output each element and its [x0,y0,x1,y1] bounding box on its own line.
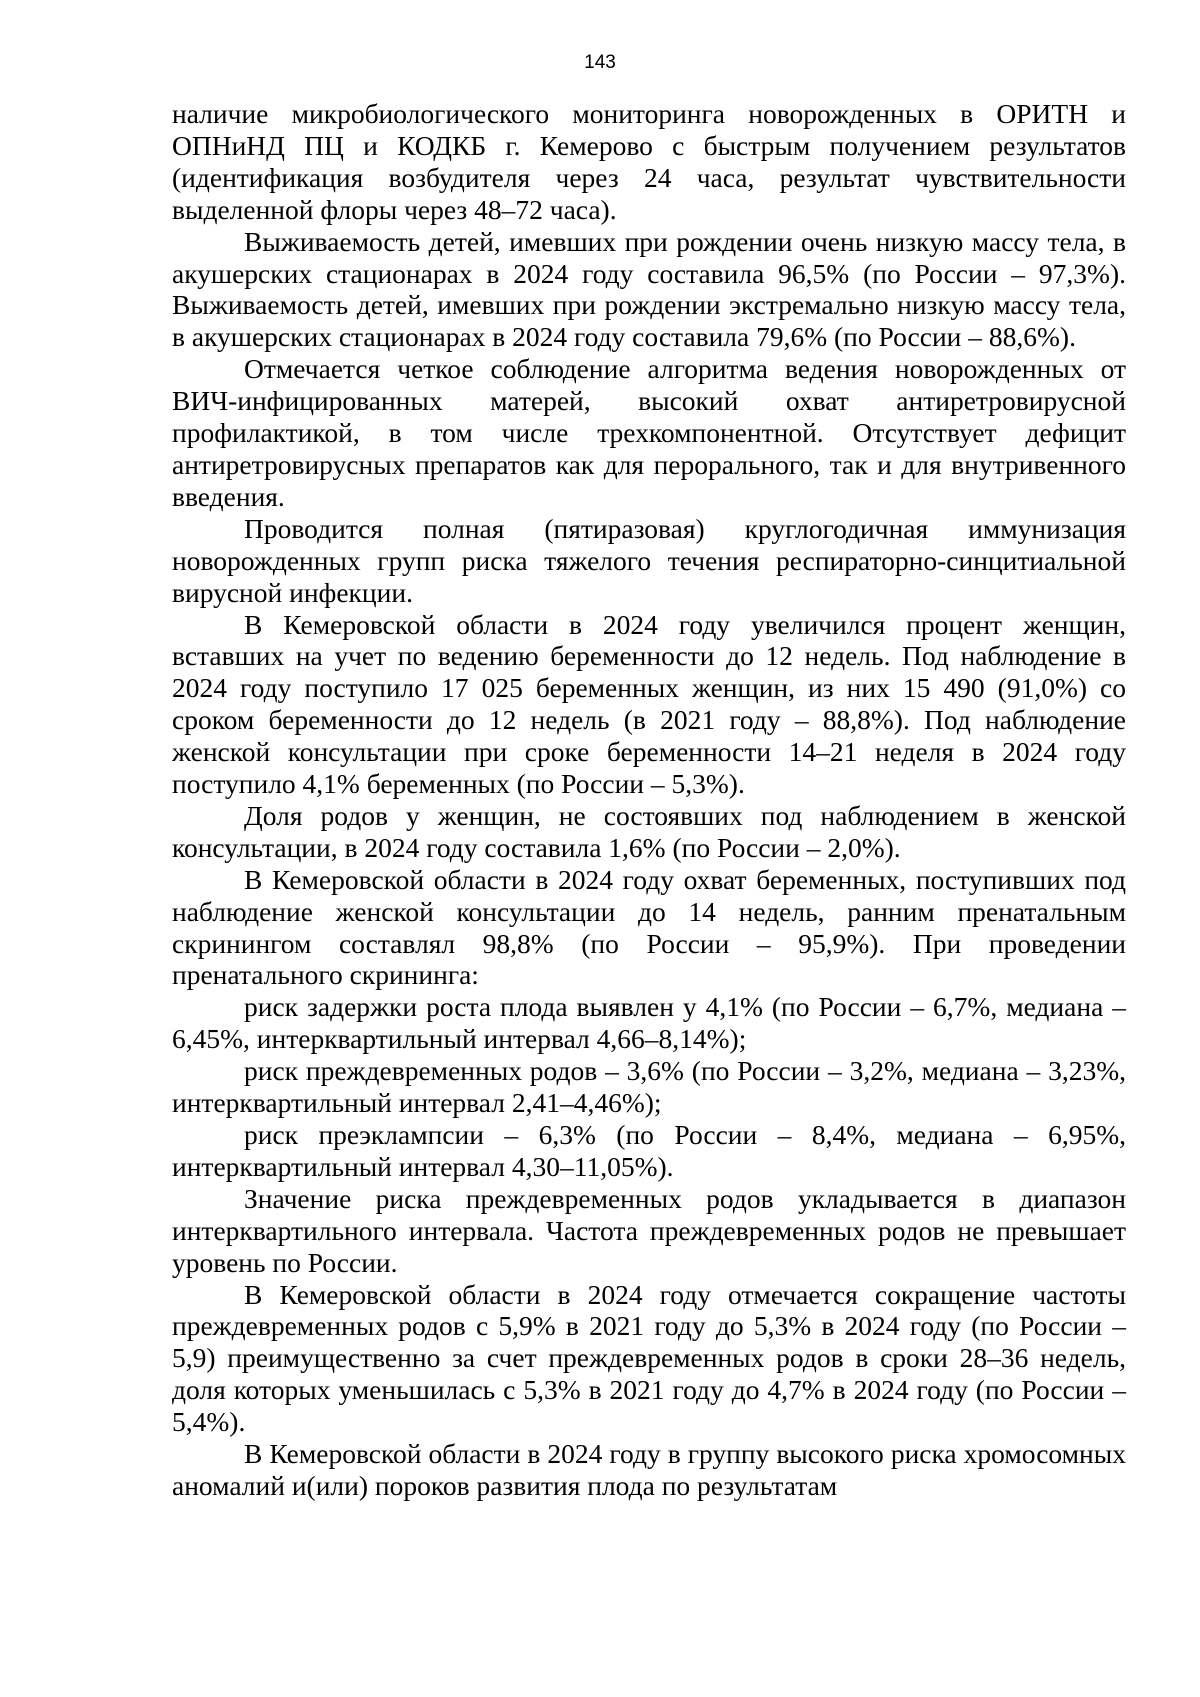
paragraph: В Кемеровской области в 2024 году в группу высокого риска хромосомных аномалий и(или) пороков развития плода по результатам [172,1438,1126,1501]
paragraph: В Кемеровской области в 2024 году отмечается сокращение частоты преждевременных родов с 5,9% в 2021 году до 5,3% в 2024 году (по России – 5,9) преимущественно за счет преждевременных родов в сроки 28–36 недель, доля которых уменьшилась с 5,3% в 2021 году до 4,7% в 2024 году (по России – 5,4%). [172,1278,1126,1438]
paragraph: наличие микробиологического мониторинга новорожденных в ОРИТН и ОПНиНД ПЦ и КОДКБ г. Кемерово с быстрым получением результатов (идентификация возбудителя через 24 часа, результат чувствительности выделенной флоры через 48–72 часа). [172,98,1126,225]
paragraph: В Кемеровской области в 2024 году охват беременных, поступивших под наблюдение женской консультации до 14 недель, ранним пренатальным скринингом составлял 98,8% (по России – 95,9%). При проведении пренатального скрининга: [172,863,1126,991]
list-item: риск преэклампсии – 6,3% (по России – 8,4%, медиана – 6,95%, интерквартильный интервал 4,30–11,05%). [172,1119,1126,1182]
paragraph: В Кемеровской области в 2024 году увеличился процент женщин, вставших на учет по ведению беременности до 12 недель. Под наблюдение в 2024 году поступило 17 025 беременных женщин, из них 15 490 (91,0%) со сроком беременности до 12 недель (в 2021 году – 88,8%). Под наблюдение женской консультации при сроке беременности 14–21 неделя в 2024 году поступило 4,1% беременных (по России – 5,3%). [172,608,1126,800]
list-item: риск преждевременных родов – 3,6% (по России – 3,2%, медиана – 3,23%, интерквартильный интервал 2,41–4,46%); [172,1055,1126,1119]
paragraph: Доля родов у женщин, не состоявших под наблюдением в женской консультации, в 2024 году составила 1,6% (по России – 2,0%). [172,799,1126,863]
list-item: риск задержки роста плода выявлен у 4,1% (по России – 6,7%, медиана – 6,45%, интерквартильный интервал 4,66–8,14%); [172,991,1126,1055]
paragraph: Отмечается четкое соблюдение алгоритма ведения новорожденных от ВИЧ-инфицированных матерей, высокий охват антиретровирусной профилактикой, в том числе трехкомпонентной. Отсутствует дефицит антиретровирусных препаратов как для перорального, так и для внутривенного введения. [172,353,1126,512]
paragraph: Значение риска преждевременных родов укладывается в диапазон интерквартильного интервала. Частота преждевременных родов не превышает уровень по России. [172,1182,1126,1278]
paragraph: Проводится полная (пятиразовая) круглогодичная иммунизация новорожденных групп риска тяжелого течения респираторно-синцитиальной вирусной инфекции. [172,512,1126,608]
paragraph: Выживаемость детей, имевших при рождении очень низкую массу тела, в акушерских стационарах в 2024 году составила 96,5% (по России – 97,3%). Выживаемость детей, имевших при рождении экстремально низкую массу тела, в акушерских стационарах в 2024 году составила 79,6% (по России – 88,6%). [172,225,1126,353]
document-body [172,98,1126,1502]
page-number: 143 [584,52,616,73]
